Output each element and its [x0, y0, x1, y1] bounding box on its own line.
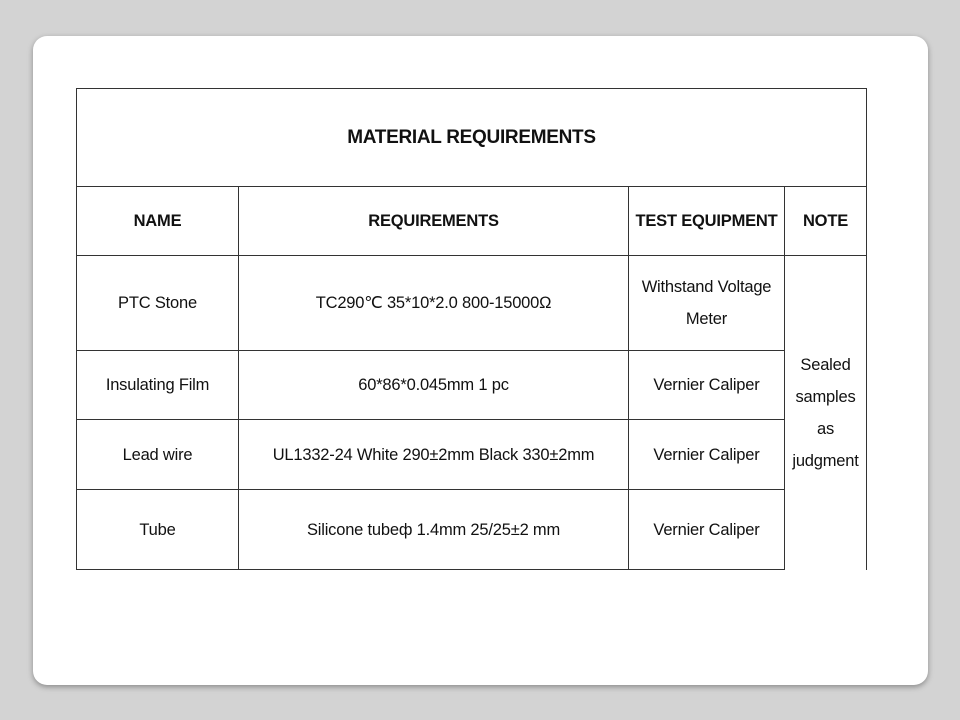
header-requirements: REQUIREMENTS	[239, 187, 629, 256]
table-row	[77, 490, 867, 570]
material-requirements-table-container	[76, 88, 867, 570]
row-test-equipment: Vernier Caliper	[629, 351, 785, 420]
note-text: Sealed samples as judgment	[792, 355, 859, 470]
row-name: PTC Stone	[77, 256, 239, 351]
header-row	[77, 187, 867, 256]
title-row	[77, 89, 867, 187]
row-requirements: Silicone tubeф 1.4mm 25/25±2 mm	[239, 490, 629, 570]
row-name: Tube	[77, 490, 239, 570]
row-test-equipment: Vernier Caliper	[629, 420, 785, 490]
header-note: NOTE	[785, 187, 867, 256]
row-name: Lead wire	[77, 420, 239, 490]
note-cell	[785, 256, 867, 570]
header-name: NAME	[77, 187, 239, 256]
row-requirements: UL1332-24 White 290±2mm Black 330±2mm	[239, 420, 629, 490]
material-requirements-table	[76, 88, 867, 570]
row-requirements: 60*86*0.045mm 1 pc	[239, 351, 629, 420]
row-test-equipment-text: Withstand Voltage Meter	[641, 278, 772, 328]
slide-card	[33, 36, 928, 685]
table-row	[77, 256, 867, 351]
header-test-equipment: TEST EQUIPMENT	[629, 187, 785, 256]
row-test-equipment	[629, 256, 785, 351]
row-test-equipment: Vernier Caliper	[629, 490, 785, 570]
table-row	[77, 351, 867, 420]
table-title: MATERIAL REQUIREMENTS	[77, 89, 867, 187]
table-row	[77, 420, 867, 490]
row-requirements: TC290℃ 35*10*2.0 800-15000Ω	[239, 256, 629, 351]
row-name: Insulating Film	[77, 351, 239, 420]
